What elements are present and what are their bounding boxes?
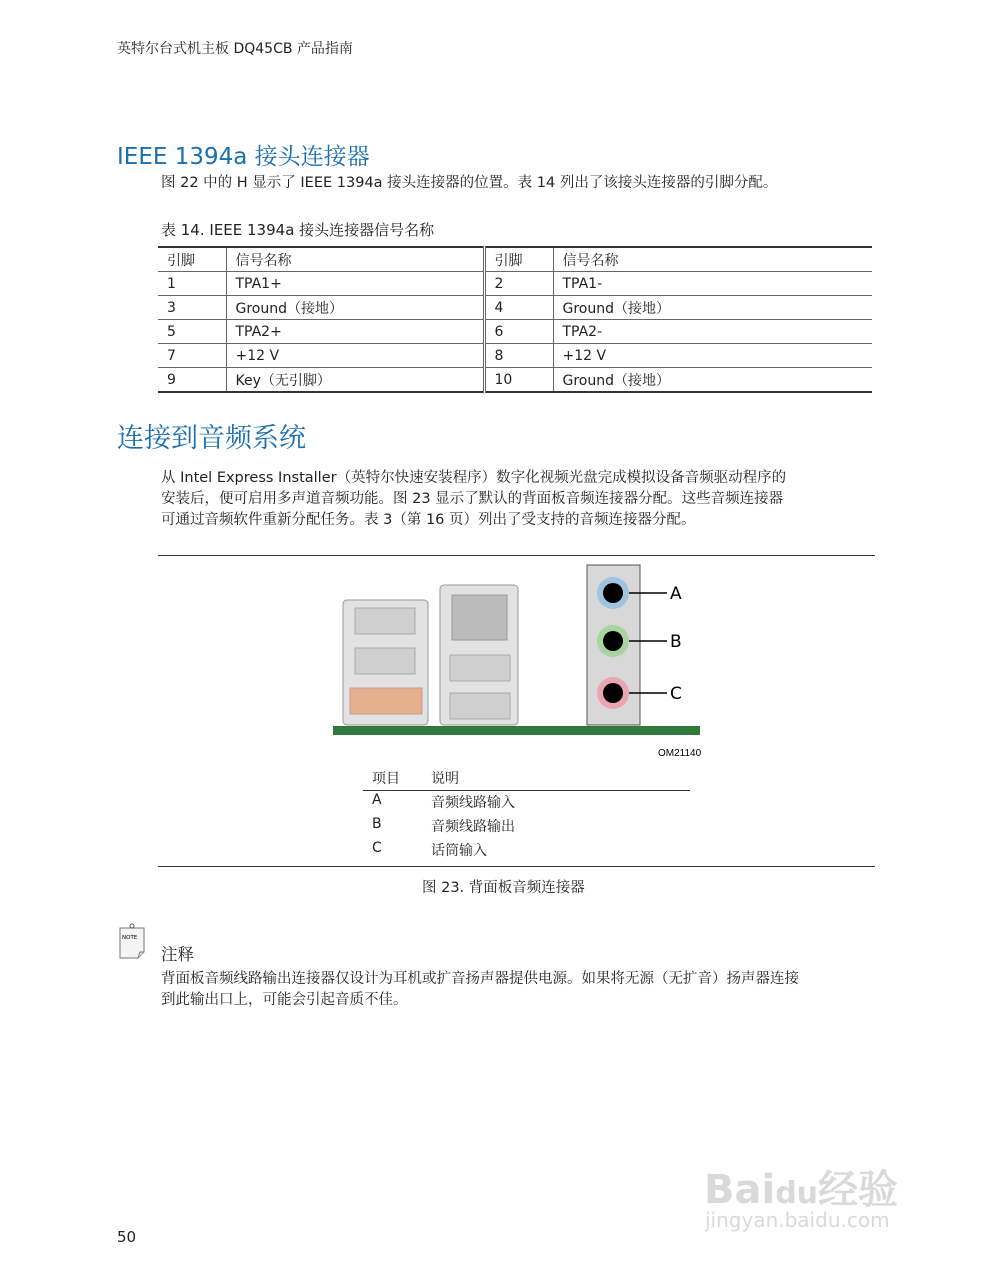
table-caption: 表 14. IEEE 1394a 接头连接器信号名称: [161, 221, 435, 239]
legend-rule: [363, 790, 690, 791]
note-title: 注释: [161, 945, 194, 964]
table-row: [158, 320, 872, 344]
column-header: 引脚: [158, 247, 226, 272]
legend-desc: 话筒输入: [431, 843, 487, 859]
table-cell: Ground（接地）: [226, 296, 484, 320]
table-cell: TPA1-: [553, 272, 872, 296]
running-header: 英特尔台式机主板 DQ45CB 产品指南: [117, 41, 353, 57]
table-cell: 4: [484, 296, 553, 320]
label-a: A: [670, 584, 682, 604]
table-cell: TPA2+: [226, 320, 484, 344]
figure-top-rule: [158, 555, 875, 556]
table-row: [158, 344, 872, 368]
svg-text:NOTE: NOTE: [122, 935, 138, 941]
table-cell: 9: [158, 368, 226, 393]
page-number: 50: [117, 1228, 137, 1246]
table-cell: +12 V: [226, 344, 484, 368]
legend-header-desc: 说明: [431, 771, 459, 787]
legend-desc: 音频线路输入: [431, 795, 515, 811]
table-cell: 8: [484, 344, 553, 368]
table-cell: Ground（接地）: [553, 368, 872, 393]
table-cell: 5: [158, 320, 226, 344]
lan-port: [452, 595, 507, 640]
legend-key: A: [372, 792, 382, 808]
table-cell: 7: [158, 344, 226, 368]
note-icon: [116, 922, 150, 962]
para-line: 从 Intel Express Installer（英特尔快速安装程序）数字化视频光盘完成模拟设备音频驱动程序的: [161, 470, 787, 486]
usb-port: [355, 608, 415, 634]
table-header: [158, 247, 872, 272]
column-header: 引脚: [484, 247, 553, 272]
legend-header-item: 项目: [372, 771, 400, 787]
legend-key: B: [372, 816, 382, 832]
label-c: C: [670, 684, 682, 704]
watermark-url: jingyan.baidu.com: [705, 1208, 890, 1232]
watermark-logo: Baidu经验: [704, 1167, 899, 1213]
pin-table: [158, 246, 872, 393]
column-header: 信号名称: [553, 247, 872, 272]
serial-port: [350, 688, 422, 714]
label-b: B: [670, 632, 682, 652]
table-cell: 1: [158, 272, 226, 296]
table-cell: 6: [484, 320, 553, 344]
usb-port: [450, 693, 510, 719]
table-cell: Key（无引脚）: [226, 368, 484, 393]
figure-bottom-rule: [158, 866, 875, 867]
usb-port: [450, 655, 510, 681]
audio-jack-b: [597, 625, 629, 657]
table-cell: 10: [484, 368, 553, 393]
figure-caption: 图 23. 背面板音频连接器: [422, 880, 585, 896]
figure-code: OM21140: [658, 748, 702, 759]
note-line: 背面板音频线路输出连接器仅设计为耳机或扩音扬声器提供电源。如果将无源（无扩音）扬声器连接: [161, 971, 799, 987]
usb-port: [355, 648, 415, 674]
legend-key: C: [372, 840, 382, 856]
circuit-board: [333, 726, 700, 735]
section-title-audio: 连接到音频系统: [117, 423, 306, 454]
note-line: 到此输出口上，可能会引起音质不佳。: [161, 992, 408, 1008]
table-cell: TPA1+: [226, 272, 484, 296]
section-intro: 图 22 中的 H 显示了 IEEE 1394a 接头连接器的位置。表 14 列出了该接头连接器的引脚分配。: [161, 175, 778, 191]
table-cell: TPA2-: [553, 320, 872, 344]
table-row: [158, 368, 872, 393]
legend-desc: 音频线路输出: [431, 819, 515, 835]
table-cell: 3: [158, 296, 226, 320]
table-cell: +12 V: [553, 344, 872, 368]
table-row: [158, 296, 872, 320]
section-title-ieee1394a: IEEE 1394a 接头连接器: [117, 144, 370, 170]
table-cell: 2: [484, 272, 553, 296]
table-cell: Ground（接地）: [553, 296, 872, 320]
para-line: 安装后，便可启用多声道音频功能。图 23 显示了默认的背面板音频连接器分配。这些音频连接器: [161, 491, 784, 507]
audio-jack-a: [597, 577, 629, 609]
audio-jack-c: [597, 677, 629, 709]
column-header: 信号名称: [226, 247, 484, 272]
audio-connector-figure: [330, 560, 710, 760]
table-row: [158, 272, 872, 296]
para-line: 可通过音频软件重新分配任务。表 3（第 16 页）列出了受支持的音频连接器分配。: [161, 512, 696, 528]
